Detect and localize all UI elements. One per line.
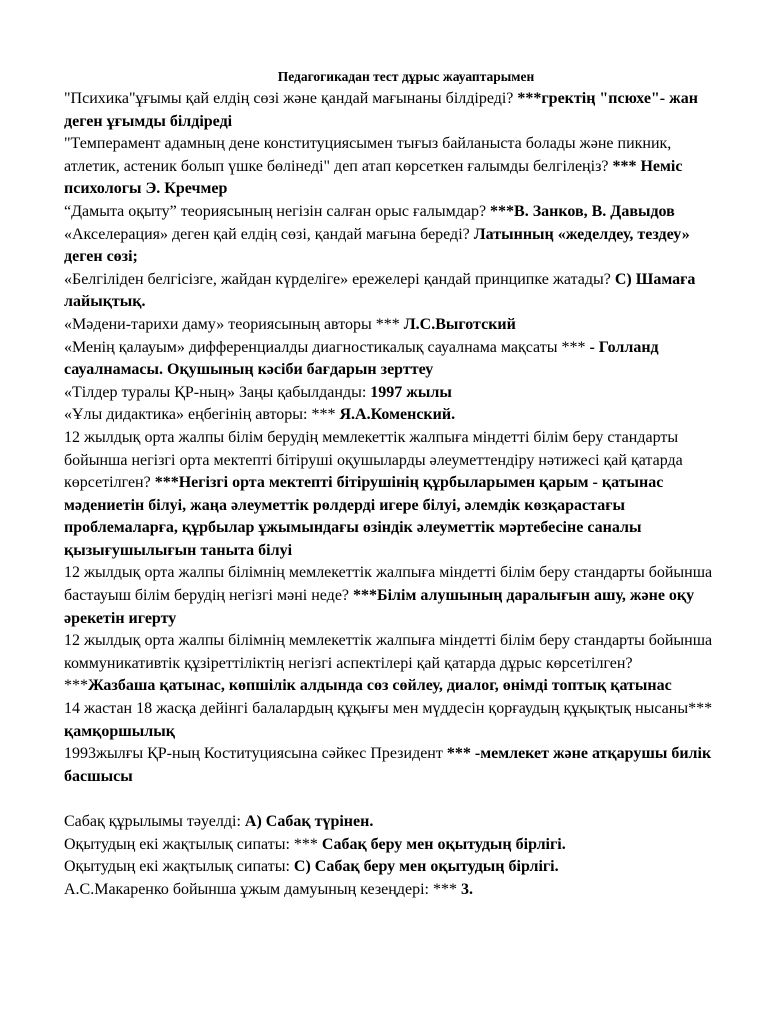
answer-text: Жазбаша қатынас, көпшілік алдында сөз сөйлеу, диалог, өнімді топтық қатынас [88,677,672,695]
answer-text: 3. [460,880,473,898]
answer-text: ***Білім алушының даралығын ашу, және оқу әрекетін игерту [64,587,695,627]
qa-item-13 [64,698,720,743]
answer-text: қамқоршылық [64,722,175,740]
question-text: 12 жылдық орта жалпы білімнің мемлекеттік жалпыға міндетті білім беру стандарты бойынша бастауыш білім берудің негізгі мәні неде? [64,564,713,605]
qa-item-3 [64,201,720,224]
document-title: Педагогикадан тест дұрыс жауаптарымен [277,69,535,84]
answer-text: А) Сабақ түрінен. [244,813,374,830]
qa-item-7 [64,337,720,382]
answer-text: Л.С.Выготский [403,315,516,333]
question-text: Оқытудың екі жақтылық сипаты: *** [64,835,322,853]
question-text: «Тілдер туралы ҚР-ның» Заңы қабылданды: [64,383,371,401]
question-text: «Акселерация» деген қай елдің сөзі, қандай мағына береді? [64,225,474,243]
answer-text: *** Неміс психологы Э. Кречмер [64,157,683,198]
answer-text: Я.А.Коменский. [339,406,456,424]
question-text: Сабақ құрылымы тәуелді: [64,813,245,830]
question-text: “Дамыта оқыту” теориясының негізін салған орыс ғалымдар? [64,202,491,220]
qa-item-8 [64,382,720,405]
qa-item-5 [64,269,720,314]
qa-item-9 [64,404,720,427]
qa-item-18 [64,879,720,902]
qa-item-1 [64,88,720,133]
question-text: 12 жылдық орта жалпы білімнің мемлекеттік жалпыға міндетті білім беру стандарты бойынша коммуникативтік құзіреттіліктің негізгі аспектілері қай қатарда дұрыс көрсетілген? *** [64,632,713,695]
answer-text: ***В. Занков, В. Давыдов [490,202,675,220]
question-text: 12 жылдық орта жалпы білім берудің мемлекеттік жалпыға міндетті білім беру стандарты бойынша негізгі орта мектепті бітіруші оқушыларды әлеуметтендіру нәтижесі қай қатарда көрсетілген? [64,428,683,492]
question-text: "Психика"ұғымы қай елдің сөзі және қандай мағынаны білдіреді? [64,90,518,107]
qa-item-4 [64,224,720,269]
qa-item-6 [64,314,720,337]
answer-text: Латынның «жеделдеу, тездеу» деген сөзі; [64,225,690,266]
answer-text: Сабақ беру мен оқытудың бірлігі. [321,835,566,853]
qa-item-2 [64,133,720,201]
qa-item-11 [64,562,720,630]
answer-text: 1997 жылы [370,383,452,401]
qa-item-15 [64,811,720,834]
question-text: "Темперамент адамның дене конституциясымен тығыз байланыста болады және пикник, атлетик, астеник болып үшке бөлінеді" деп атап көрсеткен ғалымды белгілеңіз? [64,135,672,175]
answer-text: С) Сабақ беру мен оқытудың бірлігі. [293,858,559,876]
answer-text: - Голланд сауалнамасы. Оқушының кәсіби бағдарын зерттеу [64,338,659,379]
answer-text: *** -мемлекет және атқарушы билік басшысы [64,745,712,785]
question-text: Оқытудың екі жақтылық сипаты: [64,858,294,876]
question-text: «Мәдени-тарихи даму» теориясының авторы *** [64,315,404,333]
question-text: «Менің қалауым» дифференциалды диагностикалық сауалнама мақсаты *** [64,338,590,356]
qa-item-10 [64,427,720,563]
qa-item-17 [64,856,720,879]
qa-item-14 [64,743,720,788]
answer-text: ***Негізгі орта мектепті бітірушінің құрбыларымен қарым - қатынас мәдениетін білуі, жаңа әлеуметтік рөлдерді игере білуі, әлемдік көзқарастағы проблемаларға, құрбылар ұжымындағы өзіндік әлеуметтік мәртебесіне саналы қызығушылығын таныта білуі [64,474,664,559]
question-text: 14 жастан 18 жасқа дейінгі балалардың құқығы мен мүддесін қорғаудың құқықтық нысаны*** [64,700,713,718]
qa-item-16 [64,834,720,857]
answer-text: С) Шамаға лайықтық. [64,270,696,311]
blank-line [64,788,720,811]
question-text: «Ұлы дидактика» еңбегінің авторы: *** [64,406,340,424]
answer-text: ***гректің "псюхе"- жан деген ұғымды білдіреді [64,90,698,130]
question-text: «Белгіліден белгісізге, жайдан күрделіге» ережелері қандай принципке жатады? [64,270,615,288]
question-text: 1993жылғы ҚР-ның Коституциясына сәйкес Президент [64,745,447,763]
question-text: А.С.Макаренко бойынша ұжым дамуының кезеңдері: *** [64,880,461,898]
document-page [64,66,720,901]
qa-item-12 [64,630,720,698]
